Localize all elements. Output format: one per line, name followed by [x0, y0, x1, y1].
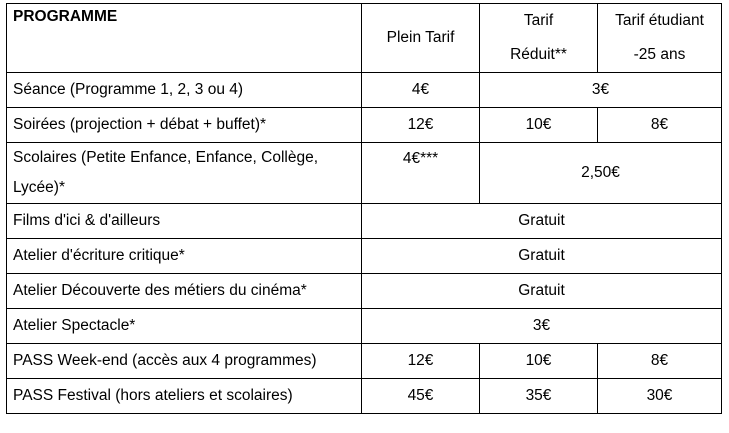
price-etudiant: 8€	[598, 108, 722, 143]
price-etudiant: 30€	[598, 379, 722, 414]
table-row	[7, 73, 722, 108]
price-reduit-etudiant: 3€	[480, 73, 722, 108]
header-tarif-reduit	[480, 4, 598, 73]
price-plein: 12€	[362, 108, 480, 143]
row-label-line2: Lycée)*	[13, 179, 65, 196]
tarifs-table	[6, 3, 722, 414]
price-reduit: 35€	[480, 379, 598, 414]
table-row	[7, 379, 722, 414]
row-label: PASS Festival (hors ateliers et scolaires)	[7, 379, 362, 414]
table-row	[7, 143, 722, 204]
table-row	[7, 309, 722, 344]
row-label: Atelier Spectacle*	[7, 309, 362, 344]
price-all: Gratuit	[362, 239, 722, 274]
row-label: Soirées (projection + débat + buffet)*	[7, 108, 362, 143]
price-etudiant: 8€	[598, 344, 722, 379]
header-tarif-reduit-line2: Réduit**	[510, 46, 567, 63]
price-plein: 12€	[362, 344, 480, 379]
price-plein: 4€	[362, 73, 480, 108]
row-label: Atelier d'écriture critique*	[7, 239, 362, 274]
header-tarif-etudiant-line2: -25 ans	[633, 46, 686, 63]
price-reduit-etudiant: 2,50€	[480, 143, 722, 204]
row-label: Atelier Découverte des métiers du cinéma*	[7, 274, 362, 309]
row-label	[7, 143, 362, 204]
table-row	[7, 204, 722, 239]
header-plein-tarif: Plein Tarif	[362, 4, 480, 73]
price-plein: 45€	[362, 379, 480, 414]
header-tarif-etudiant	[598, 4, 722, 73]
table-header-row	[7, 4, 722, 73]
price-all: Gratuit	[362, 204, 722, 239]
row-label: Films d'ici & d'ailleurs	[7, 204, 362, 239]
price-reduit: 10€	[480, 344, 598, 379]
table-row	[7, 344, 722, 379]
table-row	[7, 274, 722, 309]
table-row	[7, 239, 722, 274]
row-label: PASS Week-end (accès aux 4 programmes)	[7, 344, 362, 379]
price-all: 3€	[362, 309, 722, 344]
price-all: Gratuit	[362, 274, 722, 309]
price-plein: 4€***	[362, 143, 480, 204]
table-row	[7, 108, 722, 143]
header-programme: PROGRAMME	[7, 4, 362, 73]
row-label-line1: Scolaires (Petite Enfance, Enfance, Collège,	[13, 149, 319, 166]
row-label: Séance (Programme 1, 2, 3 ou 4)	[7, 73, 362, 108]
price-reduit: 10€	[480, 108, 598, 143]
header-tarif-etudiant-line1: Tarif étudiant	[615, 12, 704, 29]
header-tarif-reduit-line1: Tarif	[523, 12, 554, 29]
